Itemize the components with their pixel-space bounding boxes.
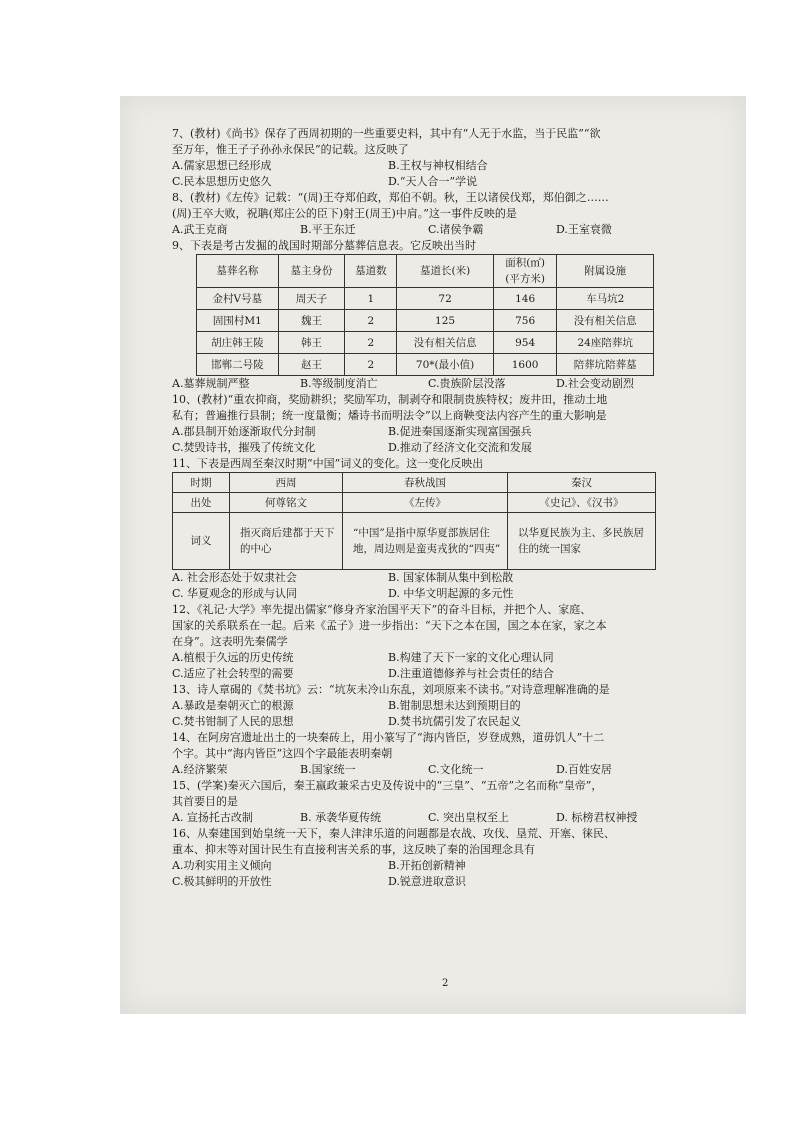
table-cell: 《左传》	[343, 493, 508, 513]
question-10-option-c: C.焚毁诗书，摧残了传统文化	[172, 441, 316, 454]
table-cell: 何尊铭文	[230, 493, 343, 513]
question-9-option-c: C.贵族阶层没落	[428, 377, 506, 390]
question-16-option-d: D.锐意进取意识	[388, 875, 466, 888]
question-14-option-a: A.经济繁荣	[172, 763, 228, 776]
question-15-option-d: D. 标榜君权神授	[556, 811, 638, 824]
question-7-stem-line2: 至万年，惟王子子孙孙永保民”的记载。这反映了	[172, 143, 409, 156]
question-13-option-c: C.焚书钳制了人民的思想	[172, 715, 294, 728]
question-8-option-a: A.武王克商	[172, 223, 228, 236]
table-cell: 756	[493, 310, 557, 332]
question-14	[172, 730, 720, 778]
table-cell: 金村Ⅴ号墓	[197, 288, 279, 310]
table-cell: 胡庄韩王陵	[197, 332, 279, 354]
question-11-option-d: D. 中华文明起源的多元性	[388, 587, 514, 600]
question-7-option-a: A.儒家思想已经形成	[172, 159, 272, 172]
question-13-option-a: A.暴政是秦朝灭亡的根源	[172, 699, 294, 712]
table-cell: 秦汉	[508, 473, 656, 493]
table-cell: 125	[397, 310, 494, 332]
question-15-stem-line2: 其首要目的是	[172, 795, 238, 808]
zhongguo-meaning-table	[172, 472, 656, 570]
table-cell: 春秋战国	[343, 473, 508, 493]
question-16-option-c: C.极其鲜明的开放性	[172, 875, 272, 888]
table-cell: 没有相关信息	[397, 332, 494, 354]
table-row	[173, 513, 656, 570]
question-7-stem-line1: 7、(教材)《尚书》保存了西周初期的一些重要史料，其中有“人无于水监，当于民监”“欲	[172, 127, 601, 140]
question-7-option-c: C.民本思想历史悠久	[172, 175, 272, 188]
question-12	[172, 602, 720, 682]
table-header: 附属设施	[557, 255, 654, 288]
question-7-option-b: B.王权与神权相结合	[388, 159, 488, 172]
question-16-option-a: A.功利实用主义倾向	[172, 859, 272, 872]
table-cell: 以华夏民族为主、多民族居住的统一国家	[508, 513, 656, 570]
question-9-option-a: A.墓葬规制严整	[172, 377, 250, 390]
question-15	[172, 778, 720, 826]
question-10-stem-line2: 私有；普遍推行县制；统一度量衡；燔诗书而明法令”以上商鞅变法内容产生的重大影响是	[172, 409, 607, 422]
question-15-stem-line1: 15、(学案)秦灭六国后，秦王嬴政兼采古史及传说中的“三皇”、“五帝”之名而称“皇帝”，	[172, 779, 603, 792]
question-12-option-d: D.注重道德修养与社会责任的结合	[388, 667, 554, 680]
question-13	[172, 682, 720, 730]
question-12-option-b: B.构建了天下一家的文化心理认同	[388, 651, 554, 664]
table-header-area-line1: 面积(㎡)	[505, 257, 545, 269]
question-15-option-b: B. 承袭华夏传统	[300, 811, 382, 824]
question-11-option-c: C. 华夏观念的形成与认同	[172, 587, 298, 600]
question-14-stem-line2: 个字。其中“海内皆臣”这四个字最能表明秦朝	[172, 747, 393, 760]
question-14-stem-line1: 14、在阿房宫遗址出土的一块秦砖上，用小篆写了“海内皆臣，岁登成熟，道毋饥人”十二	[172, 731, 605, 744]
table-cell: 《史记》、《汉书》	[508, 493, 656, 513]
question-10-option-d: D.推动了经济文化交流和发展	[388, 441, 532, 454]
table-cell: 146	[493, 288, 557, 310]
question-12-option-a: A.植根于久远的历史传统	[172, 651, 294, 664]
question-7	[172, 126, 720, 190]
question-14-option-c: C.文化统一	[428, 763, 484, 776]
table-cell: 1600	[493, 354, 557, 376]
table-cell: 72	[397, 288, 494, 310]
table-cell: 魏王	[278, 310, 345, 332]
question-13-stem: 13、诗人章碣的《焚书坑》云：“坑灰未冷山东乱，刘项原来不读书。”对诗意理解准确的是	[172, 683, 610, 696]
table-header: 墓道长(米)	[397, 255, 494, 288]
table-cell: “中国”是指中原华夏部族居住地，周边则是蛮夷戎狄的“四夷”	[343, 513, 508, 570]
table-cell: 陪葬坑陪葬墓	[557, 354, 654, 376]
question-12-stem-line2: 国家的关系联系在一起。后来《孟子》进一步指出：“天下之本在国，国之本在家，家之本	[172, 619, 607, 632]
table-row	[197, 354, 654, 376]
question-12-stem-line1: 12、《礼记·大学》率先提出儒家“修身齐家治国平天下”的奋斗目标，并把个人、家庭、	[172, 603, 592, 616]
question-10-stem-line1: 10、(教材)“重农抑商，奖励耕织；奖励军功，制剥夺和限制贵族特权；废井田，推动土地	[172, 393, 608, 406]
question-8-stem-line2: (周)王卒大败，祝聃(郑庄公的臣下)射王(周王)中肩。”这一事件反映的是	[172, 207, 517, 220]
question-9-stem: 9、下表是考古发掘的战国时期部分墓葬信息表。它反映出当时	[172, 239, 476, 252]
question-10-option-b: B.促进秦国逐渐实现富国强兵	[388, 425, 532, 438]
table-row	[197, 310, 654, 332]
question-13-option-d: D.焚书坑儒引发了农民起义	[388, 715, 521, 728]
question-14-option-b: B.国家统一	[300, 763, 356, 776]
question-13-option-b: B.钳制思想未达到预期目的	[388, 699, 521, 712]
question-9-option-b: B.等级制度消亡	[300, 377, 378, 390]
table-cell: 赵王	[278, 354, 345, 376]
page-number: 2	[442, 978, 449, 989]
table-row	[197, 332, 654, 354]
question-11-stem: 11、下表是西周至秦汉时期“中国”词义的变化。这一变化反映出	[172, 457, 484, 470]
table-cell: 韩王	[278, 332, 345, 354]
question-11-option-b: B. 国家体制从集中到松散	[388, 571, 514, 584]
table-cell: 954	[493, 332, 557, 354]
table-cell: 指灭商后建都于天下的中心	[230, 513, 343, 570]
question-15-option-c: C. 突出皇权至上	[428, 811, 510, 824]
tomb-info-table	[196, 254, 654, 376]
question-9	[172, 238, 720, 392]
table-cell: 固围村M1	[197, 310, 279, 332]
table-row-label: 出处	[173, 493, 230, 513]
table-row	[173, 473, 656, 493]
table-header-area-line2: (平方米)	[505, 273, 545, 285]
question-14-option-d: D.百姓安居	[556, 763, 612, 776]
question-16-option-b: B.开拓创新精神	[388, 859, 466, 872]
table-header-area	[493, 255, 557, 288]
question-11-option-a: A. 社会形态处于奴隶社会	[172, 571, 297, 584]
question-12-option-c: C.适应了社会转型的需要	[172, 667, 294, 680]
table-cell: 70*(最小值)	[397, 354, 494, 376]
table-cell: 周天子	[278, 288, 345, 310]
question-8-stem-line1: 8、(教材)《左传》记载：“(周)王夺郑伯政，郑伯不朝。秋，王以诸侯伐郑，郑伯御之……	[172, 191, 609, 204]
table-header: 墓葬名称	[197, 255, 279, 288]
table-cell: 西周	[230, 473, 343, 493]
table-cell: 车马坑2	[557, 288, 654, 310]
question-8-option-b: B.平王东迁	[300, 223, 356, 236]
question-16-stem-line1: 16、从秦建国到始皇统一天下，秦人津津乐道的问题都是农战、攻伐、垦荒、开塞、徕民、	[172, 827, 615, 840]
table-cell: 2	[345, 354, 397, 376]
table-row	[173, 493, 656, 513]
table-cell: 邯郸二号陵	[197, 354, 279, 376]
table-header: 墓道数	[345, 255, 397, 288]
exam-sheet-photo	[120, 96, 746, 1014]
question-7-option-d: D.“天人合一”学说	[388, 175, 478, 188]
table-cell: 没有相关信息	[557, 310, 654, 332]
question-16	[172, 826, 720, 890]
table-cell: 24座陪葬坑	[557, 332, 654, 354]
question-15-option-a: A. 宣扬托古改制	[172, 811, 253, 824]
question-10-option-a: A.郡县制开始逐渐取代分封制	[172, 425, 316, 438]
table-cell: 2	[345, 332, 397, 354]
question-8	[172, 190, 720, 238]
question-8-option-c: C.诸侯争霸	[428, 223, 484, 236]
table-row-label: 词义	[173, 513, 230, 570]
question-8-option-d: D.王室衰微	[556, 223, 612, 236]
question-10	[172, 392, 720, 456]
table-cell: 1	[345, 288, 397, 310]
question-9-option-d: D.社会变动剧烈	[556, 377, 634, 390]
question-11	[172, 456, 720, 602]
table-header: 墓主身份	[278, 255, 345, 288]
table-cell: 2	[345, 310, 397, 332]
question-16-stem-line2: 重本、抑末等对国计民生有直接利害关系的事，这反映了秦的治国理念具有	[172, 843, 535, 856]
table-row	[197, 288, 654, 310]
question-12-stem-line3: 在身”。这表明先秦儒学	[172, 635, 288, 648]
table-row-label: 时期	[173, 473, 230, 493]
exam-content	[172, 126, 720, 890]
